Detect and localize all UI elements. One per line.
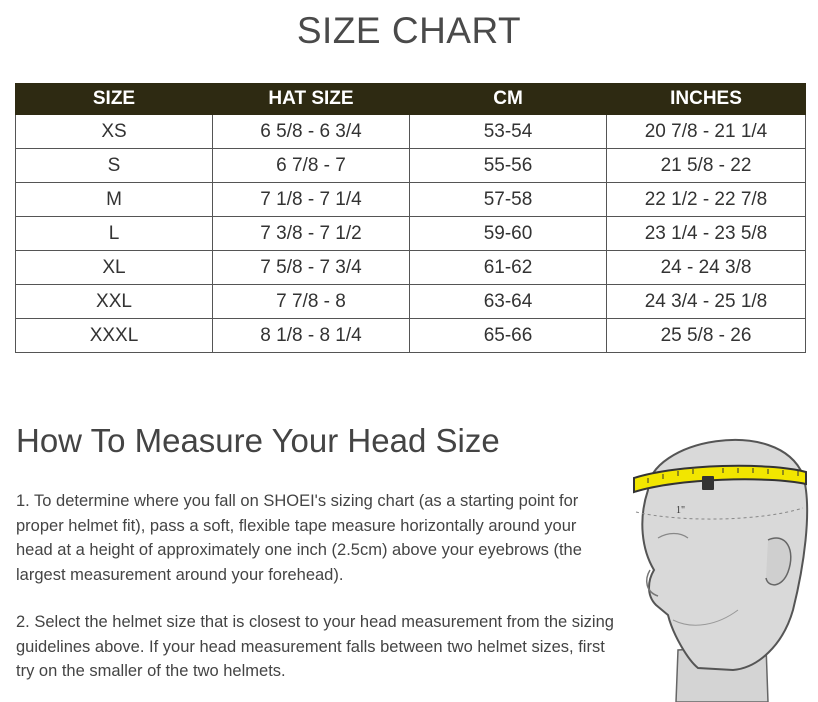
table-row	[16, 319, 806, 353]
cell-cm: 55-56	[410, 149, 607, 183]
cell-cm: 63-64	[410, 285, 607, 319]
one-inch-label: 1"	[676, 505, 686, 516]
table-row	[16, 183, 806, 217]
cell-size: XXL	[16, 285, 213, 319]
cell-inches: 24 - 24 3/8	[607, 251, 806, 285]
cell-hat-size: 8 1/8 - 8 1/4	[213, 319, 410, 353]
size-chart-table	[15, 83, 806, 353]
table-row	[16, 149, 806, 183]
cell-size: XS	[16, 115, 213, 149]
table-row	[16, 217, 806, 251]
header-size: SIZE	[16, 84, 213, 115]
cell-hat-size: 7 3/8 - 7 1/2	[213, 217, 410, 251]
table-header-row	[16, 84, 806, 115]
instruction-paragraph-1: 1. To determine where you fall on SHOEI's sizing chart (as a starting point for proper helmet fit), pass a soft, flexible tape measure horizontally around your head at a height of approximately one inch (2.5cm) above your eyebrows (the largest measurement around your forehead).	[16, 492, 582, 584]
cell-hat-size: 6 7/8 - 7	[213, 149, 410, 183]
page-title: SIZE CHART	[296, 10, 522, 51]
cell-hat-size: 7 7/8 - 8	[213, 285, 410, 319]
cell-size: L	[16, 217, 213, 251]
cell-size: M	[16, 183, 213, 217]
cell-cm: 57-58	[410, 183, 607, 217]
instruction-paragraph-2: 2. Select the helmet size that is closest to your head measurement from the sizing guidelines above. If your head measurement falls between two helmet sizes, first try on the smaller of the two helmets.	[16, 613, 614, 680]
cell-cm: 59-60	[410, 217, 607, 251]
cell-inches: 24 3/4 - 25 1/8	[607, 285, 806, 319]
cell-hat-size: 7 1/8 - 7 1/4	[213, 183, 410, 217]
cell-inches: 25 5/8 - 26	[607, 319, 806, 353]
cell-inches: 22 1/2 - 22 7/8	[607, 183, 806, 217]
cell-cm: 65-66	[410, 319, 607, 353]
measure-heading: How To Measure Your Head Size	[16, 422, 500, 459]
header-cm: CM	[410, 84, 607, 115]
cell-inches: 20 7/8 - 21 1/4	[607, 115, 806, 149]
cell-hat-size: 7 5/8 - 7 3/4	[213, 251, 410, 285]
cell-inches: 21 5/8 - 22	[607, 149, 806, 183]
cell-size: XXXL	[16, 319, 213, 353]
table-row	[16, 251, 806, 285]
cell-size: S	[16, 149, 213, 183]
cell-size: XL	[16, 251, 213, 285]
table-row	[16, 285, 806, 319]
cell-cm: 61-62	[410, 251, 607, 285]
header-hat-size: HAT SIZE	[213, 84, 410, 115]
cell-cm: 53-54	[410, 115, 607, 149]
table-row	[16, 115, 806, 149]
head-measure-illustration	[618, 420, 818, 702]
cell-inches: 23 1/4 - 23 5/8	[607, 217, 806, 251]
header-inches: INCHES	[607, 84, 806, 115]
cell-hat-size: 6 5/8 - 6 3/4	[213, 115, 410, 149]
